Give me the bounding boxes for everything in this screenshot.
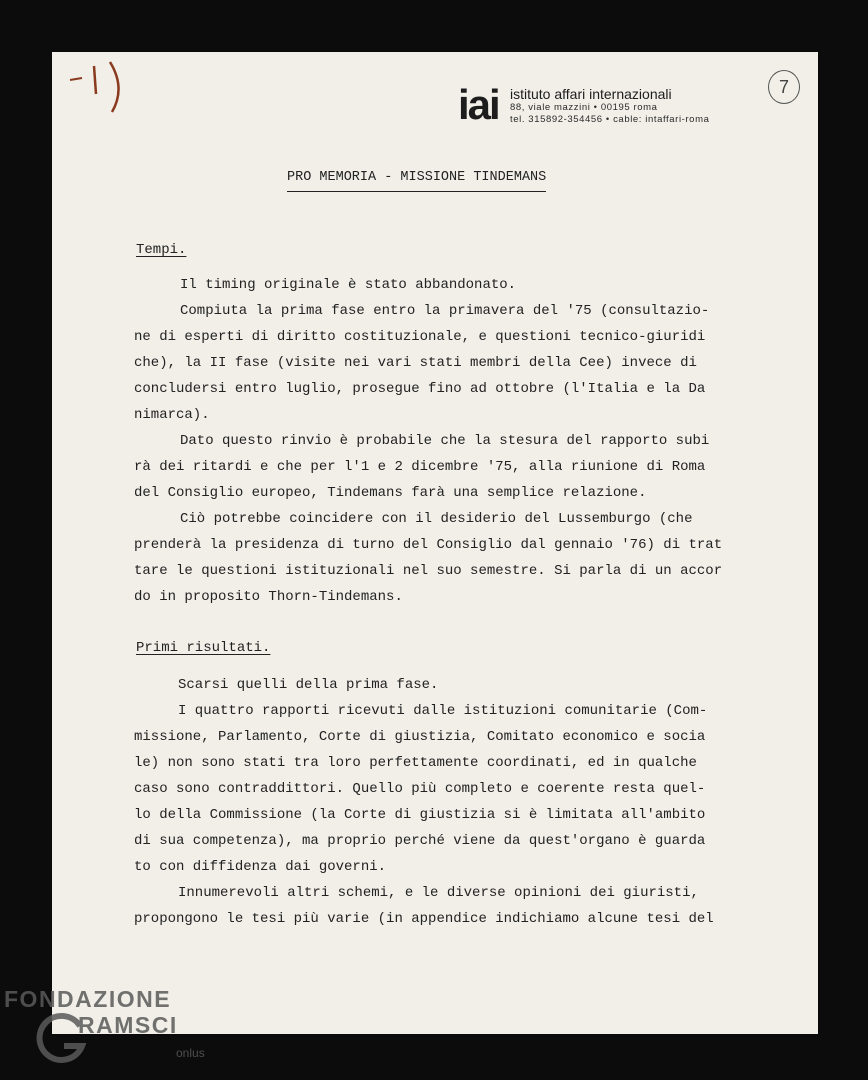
- text-line: rà dei ritardi e che per l'1 e 2 dicembre '75, alla riunione di Roma: [134, 459, 706, 475]
- text-line: I quattro rapporti ricevuti dalle istituzioni comunitarie (Com-: [178, 703, 708, 719]
- text-line: nimarca).: [134, 407, 210, 423]
- text-line: Innumerevoli altri schemi, e le diverse opinioni dei giuristi,: [178, 885, 699, 901]
- handwritten-margin-note: [66, 58, 126, 118]
- text-line: Scarsi quelli della prima fase.: [178, 677, 439, 693]
- org-telephone: tel. 315892-354456 • cable: intaffari-roma: [510, 114, 710, 125]
- text-line: lo della Commissione (la Corte di giustizia si è limitata all'ambito: [134, 807, 706, 823]
- text-line: propongono le tesi più varie (in appendice indichiamo alcune tesi del: [134, 911, 714, 927]
- org-address: 88, viale mazzini • 00195 roma: [510, 102, 658, 113]
- text-line: caso sono contraddittori. Quello più completo e coerente resta quel-: [134, 781, 706, 797]
- section-heading-primi-risultati: Primi risultati.: [136, 640, 271, 656]
- text-line: le) non sono stati tra loro perfettamente coordinati, ed in qualche: [134, 755, 697, 771]
- fondazione-gramsci-watermark: [4, 986, 205, 1060]
- text-line: missione, Parlamento, Corte di giustizia, Comitato economico e socia: [134, 729, 706, 745]
- watermark-suffix: onlus: [176, 1046, 205, 1060]
- text-line: Compiuta la prima fase entro la primavera del '75 (consultazio-: [180, 303, 710, 319]
- text-line: prenderà la presidenza di turno del Consiglio dal gennaio '76) di trat: [134, 537, 723, 553]
- iai-logo: iai: [458, 81, 499, 128]
- watermark-line2: RAMSCI: [78, 1012, 178, 1038]
- text-line: che), la II fase (visite nei vari stati membri della Cee) invece di: [134, 355, 697, 371]
- text-line: di sua competenza), ma proprio perché viene da quest'organo è guarda: [134, 833, 706, 849]
- text-line: Ciò potrebbe coincidere con il desiderio del Lussemburgo (che: [180, 511, 693, 527]
- watermark-line1: FONDAZIONE: [4, 986, 172, 1012]
- circled-page-number: 7: [768, 70, 800, 104]
- text-line: Dato questo rinvio è probabile che la stesura del rapporto subi: [180, 433, 710, 449]
- text-line: del Consiglio europeo, Tindemans farà una semplice relazione.: [134, 485, 647, 501]
- text-line: concludersi entro luglio, prosegue fino ad ottobre (l'Italia e la Da: [134, 381, 706, 397]
- text-line: do in proposito Thorn-Tindemans.: [134, 589, 403, 605]
- document-title: PRO MEMORIA - MISSIONE TINDEMANS: [287, 170, 546, 192]
- org-name: istituto affari internazionali: [510, 86, 672, 102]
- text-line: ne di esperti di diritto costituzionale, e questioni tecnico-giuridi: [134, 329, 706, 345]
- text-line: Il timing originale è stato abbandonato.: [180, 277, 517, 293]
- letterhead-text: [510, 86, 810, 126]
- document-page: [52, 52, 818, 1034]
- text-line: tare le questioni istituzionali nel suo semestre. Si parla di un accor: [134, 563, 723, 579]
- margin-note-text: -1): [66, 58, 68, 59]
- text-line: to con diffidenza dai governi.: [134, 859, 387, 875]
- section-heading-tempi: Tempi.: [136, 242, 187, 258]
